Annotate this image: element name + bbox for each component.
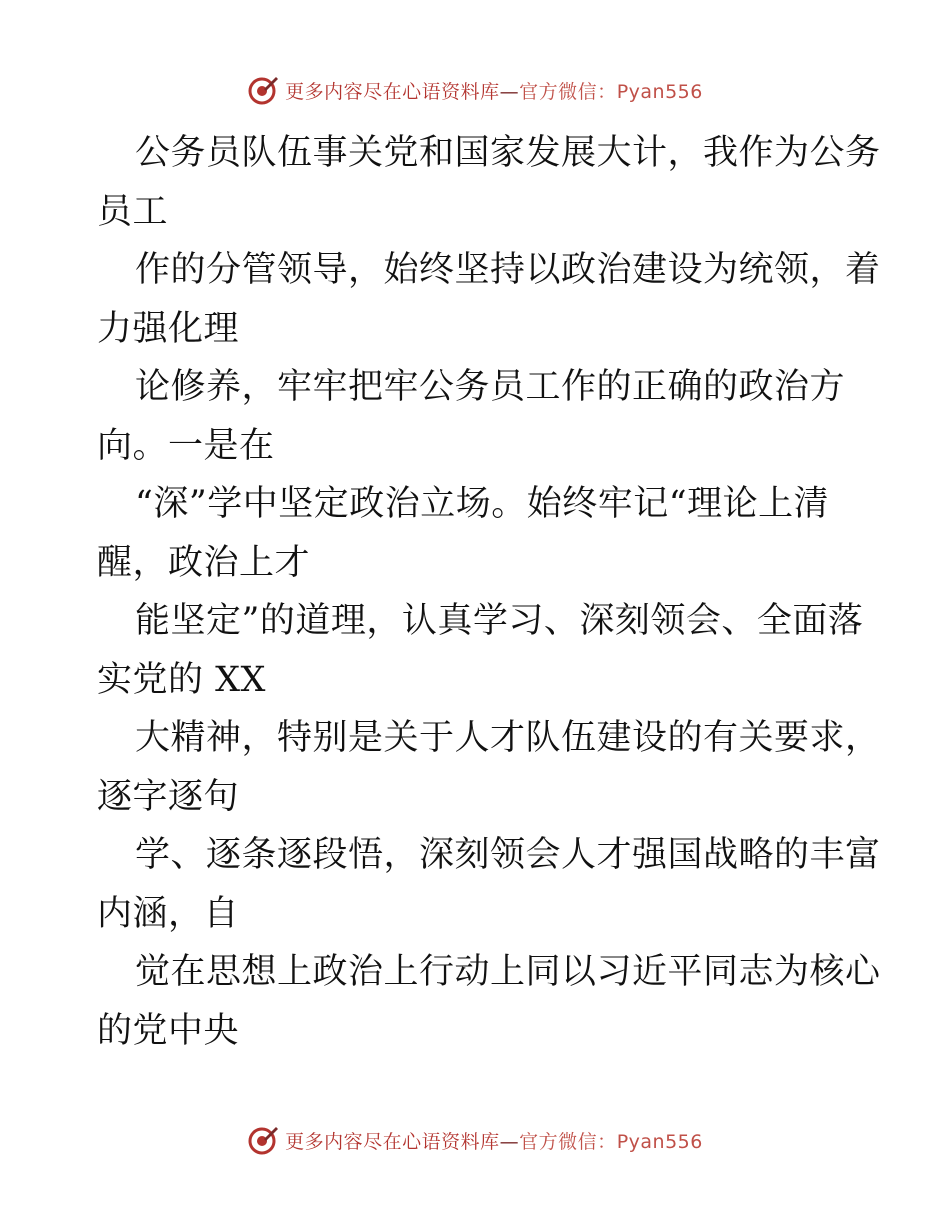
watermark-wechat-id: Pyan556 [616,80,703,103]
paragraph [97,826,881,943]
paragraph [97,592,864,709]
watermark-text [285,1127,703,1154]
text-line: “深”学中坚定政治立场。始终牢记“理论上清 [135,484,830,524]
document-body [97,124,881,1060]
watermark-site-text: 更多内容尽在心语资料库 [285,1130,500,1153]
watermark-separator: — [499,80,520,103]
paragraph [97,124,881,241]
paragraph [97,241,881,358]
text-line: 向。一是在 [97,425,275,466]
text-line: 学、逐条逐段悟，深刻领会人才强国战略的丰富 [135,835,881,875]
text-line: 论修养，牢牢把牢公务员工作的正确的政治方 [135,367,846,407]
text-line: 公务员队伍事关党和国家发展大计，我作为公务 [135,133,881,173]
watermark-site-text: 更多内容尽在心语资料库 [285,80,500,103]
text-line: 力强化理 [97,308,240,349]
watermark-wechat-label: 官方微信： [519,1130,617,1153]
watermark-wechat-label: 官方微信： [519,80,617,103]
text-line: 能坚定”的道理，认真学习、深刻领会、全面落 [135,601,864,641]
brush-logo-icon [247,74,279,106]
text-line: 醒，政治上才 [97,542,311,583]
text-line: 觉在思想上政治上行动上同以习近平同志为核心 [135,952,881,992]
watermark-wechat-id: Pyan556 [616,1130,703,1153]
text-line: 实党的 XX [97,659,266,700]
paragraph [97,358,857,475]
text-line: 员工 [97,191,169,232]
text-line: 逐字逐句 [97,776,240,817]
watermark-text [285,77,703,104]
brush-logo-icon [247,1124,279,1156]
watermark-separator: — [499,1130,520,1153]
paragraph [97,943,881,1060]
header-watermark [0,70,950,110]
paragraph [97,709,881,826]
text-line: 的党中央 [97,1010,240,1051]
text-line: 作的分管领导，始终坚持以政治建设为统领，着 [135,250,881,290]
text-line: 大精神，特别是关于人才队伍建设的有关要求， [135,718,881,758]
paragraph [97,475,857,592]
text-line: 内涵，自 [97,893,240,934]
footer-watermark [0,1120,950,1160]
